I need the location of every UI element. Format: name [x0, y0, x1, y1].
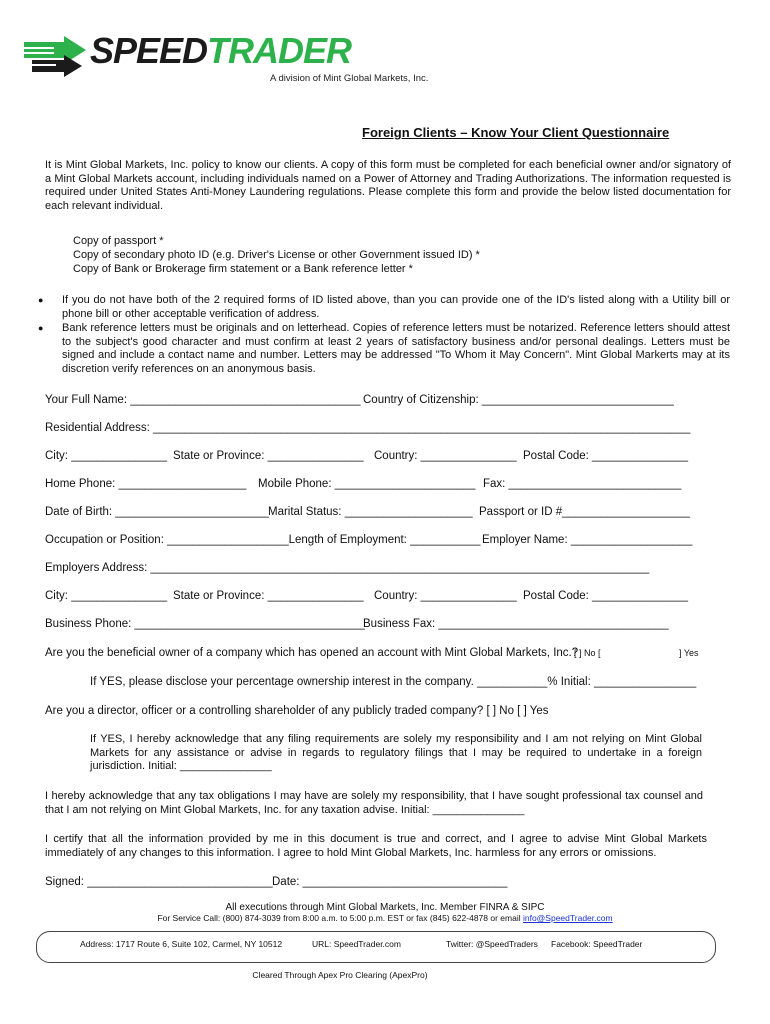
bullet-id-requirement: If you do not have both of the 2 required forms of ID listed above, than you can provide one of the ID's listed along with a Utility bill or phone bill or other acceptable verification of address. [62, 294, 730, 320]
business-postal-code-field[interactable]: Postal Code: _______________ [523, 590, 688, 602]
logo-speed: SPEED [90, 30, 208, 71]
business-country-field[interactable]: Country: _______________ [374, 590, 517, 602]
doc-item-passport: Copy of passport * [73, 235, 164, 247]
beneficial-owner-question: Are you the beneficial owner of a company which has opened an account with Mint Global Markets, Inc.? [45, 647, 579, 659]
city-field[interactable]: City: _______________ [45, 450, 168, 462]
home-phone-field[interactable]: Home Phone: ____________________ [45, 478, 247, 490]
state-field[interactable]: State or Province: _______________ [173, 450, 364, 462]
employer-name-field[interactable]: Employer Name: ___________________ [482, 534, 693, 546]
ownership-percentage-field[interactable]: If YES, please disclose your percentage ownership interest in the company. ___________% Initial: ________________ [90, 676, 697, 688]
address-text: Address: 1717 Route 6, Suite 102, Carmel, NY 10512 [80, 939, 283, 949]
employers-address-field[interactable]: Employers Address: ______________________________________________________________________________ [45, 562, 650, 574]
country-field[interactable]: Country: _______________ [374, 450, 517, 462]
beneficial-owner-yes-checkbox[interactable]: ] Yes [679, 648, 699, 658]
business-city-field[interactable]: City: _______________ [45, 590, 168, 602]
twitter-link[interactable]: Twitter: @SpeedTraders [446, 939, 538, 949]
residential-address-field[interactable]: Residential Address: ____________________________________________________________________________________ [45, 422, 691, 434]
doc-item-bank-statement: Copy of Bank or Brokerage firm statement or a Bank reference letter * [73, 263, 413, 275]
bullet-dot: ● [38, 323, 44, 333]
director-question[interactable]: Are you a director, officer or a controlling shareholder of any publicly traded company? [ ] No [ ] Yes [45, 705, 549, 717]
url-link[interactable]: URL: SpeedTrader.com [312, 939, 401, 949]
date-field[interactable]: Date: ________________________________ [272, 876, 508, 888]
date-of-birth-field[interactable]: Date of Birth: ________________________ [45, 506, 269, 518]
executions-note: All executions through Mint Global Markets, Inc. Member FINRA & SIPC [225, 902, 545, 913]
beneficial-owner-no-checkbox[interactable]: [ ] No [ [574, 648, 601, 658]
postal-code-field[interactable]: Postal Code: _______________ [523, 450, 688, 462]
signature-field[interactable]: Signed: _____________________________ [45, 876, 273, 888]
email-link[interactable]: info@SpeedTrader.com [522, 913, 613, 923]
logo-wordmark [90, 30, 351, 72]
clearing-note: Cleared Through Apex Pro Clearing (ApexPro) [252, 970, 428, 980]
fax-field[interactable]: Fax: ___________________________ [483, 478, 682, 490]
logo-trader: TRADER [207, 30, 352, 71]
service-contact-text: For Service Call: (800) 874-3039 from 8:00 a.m. to 5:00 p.m. EST or fax (845) 622-4878 or email [157, 913, 523, 923]
tax-acknowledgement: I hereby acknowledge that any tax obligations I may have are solely my responsibility, that I have sought professional tax counsel and that I am not relying on Mint Global Markets, Inc. for any taxation advise. Initial: _______________ [45, 790, 703, 816]
bullet-dot: ● [38, 295, 44, 305]
certification-statement: I certify that all the information provided by me in this document is true and correct, and I agree to advise Mint Global Markets immediately of any changes to this information. I agree to hold Mint Global Markets, Inc. harmless for any errors or omissions. [45, 833, 707, 859]
doc-item-photo-id: Copy of secondary photo ID (e.g. Driver's License or other Government issued ID) * [73, 249, 480, 261]
citizenship-field[interactable]: Country of Citizenship: ______________________________ [363, 394, 674, 406]
business-fax-field[interactable]: Business Fax: ____________________________________ [363, 618, 669, 630]
logo-subtitle: A division of Mint Global Markets, Inc. [270, 73, 429, 84]
intro-paragraph: It is Mint Global Markets, Inc. policy to know our clients. A copy of this form must be completed for each beneficial owner and/or signatory of a Mint Global Markets account, including individuals named on a Power of Attorney and Trading Authorizations. The information requested is required under United States Anti-Money Laundering regulations. Please complete this form and provide the below listed documentation for each relevant individual. [45, 159, 731, 212]
occupation-field[interactable]: Occupation or Position: ___________________Length of Employment: ___________ [45, 534, 481, 546]
business-state-field[interactable]: State or Province: _______________ [173, 590, 364, 602]
speedtrader-arrows-logo-icon [24, 36, 94, 80]
bullet-reference-letters: Bank reference letters must be originals and on letterhead. Copies of reference letters must be notarized. Reference letters should attest to the subject's good character and must confirm at least 2 years of satisfactory business and/or personal dealings. Letters must be signed and include a contact name and number. Letters may be addressed "To Whom it May Concern". Mint Global Markerts may at its discretion verify references on an anonymous basis. [62, 322, 730, 375]
mobile-phone-field[interactable]: Mobile Phone: ______________________ [258, 478, 476, 490]
facebook-link[interactable]: Facebook: SpeedTrader [551, 939, 643, 949]
service-contact-line [0, 913, 770, 923]
business-phone-field[interactable]: Business Phone: ____________________________________ [45, 618, 365, 630]
page-title: Foreign Clients – Know Your Client Questionnaire [362, 125, 670, 140]
full-name-field[interactable]: Your Full Name: ____________________________________ [45, 394, 361, 406]
filing-acknowledgement: If YES, I hereby acknowledge that any filing requirements are solely my responsibility and I am not relying on Mint Global Markets for any assistance or advise in regards to regulatory filings that I may be required to undertake in a foreign jurisdiction. Initial: _______________ [90, 733, 702, 772]
passport-id-field[interactable]: Passport or ID #____________________ [479, 506, 691, 518]
marital-status-field[interactable]: Marital Status: ____________________ [268, 506, 473, 518]
